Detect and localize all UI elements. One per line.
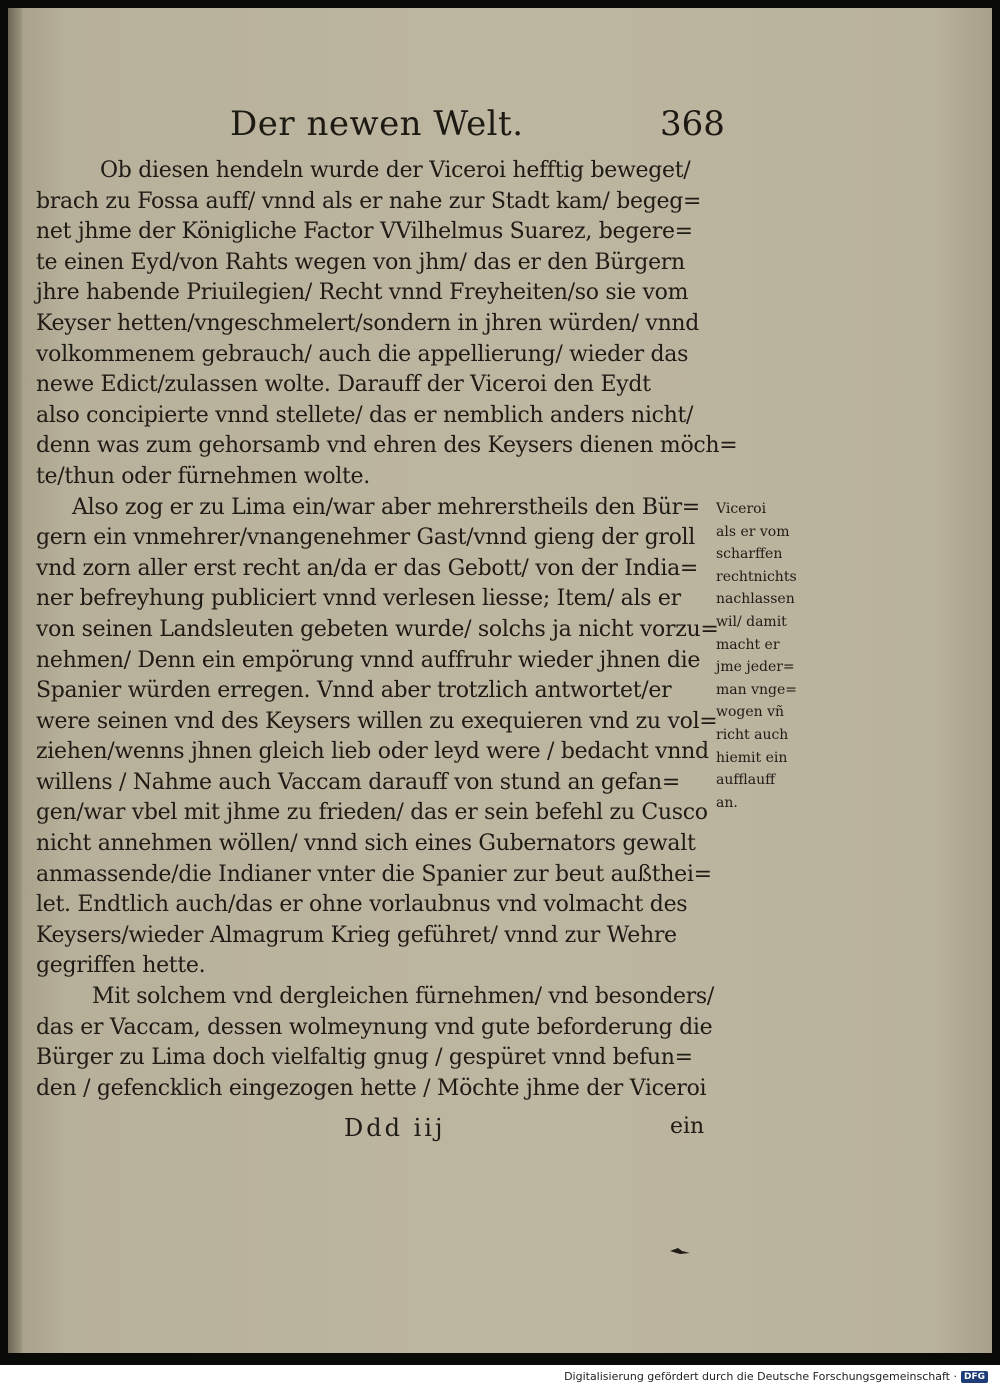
footer-text: Digitalisierung gefördert durch die Deutsche Forschungsgemeinschaft ·	[564, 1370, 957, 1383]
text-line: gern ein vnmehrer/vnangenehmer Gast/vnnd gieng der groll	[36, 525, 696, 551]
marginal-line: nachlassen	[716, 591, 795, 608]
text-line: were seinen vnd des Keysers willen zu exequieren vnd zu vol=	[36, 708, 718, 734]
text-line: gegriffen hette.	[36, 953, 206, 979]
text-line: volkommenem gebrauch/ auch die appellierung/ wieder das	[36, 341, 689, 367]
text-line: das er Vaccam, dessen wolmeynung vnd gute beforderung die	[36, 1014, 713, 1040]
marginal-line: rechtnichts	[716, 568, 797, 585]
marginal-line: Viceroi	[716, 501, 767, 517]
signature-mark: Ddd iij	[344, 1114, 446, 1142]
text-line: vnd zorn aller erst recht an/da er das Gebott/ von der India=	[36, 555, 699, 581]
text-line: denn was zum gehorsamb vnd ehren des Keysers dienen möch=	[36, 433, 738, 459]
text-line: den / gefencklich eingezogen hette / Möchte jhme der Viceroi	[36, 1075, 707, 1101]
marginal-line: jme jeder=	[716, 659, 795, 676]
catchword: ein	[670, 1114, 705, 1139]
text-line: newe Edict/zulassen wolte. Darauff der Viceroi den Eydt	[36, 372, 651, 398]
marginal-line: macht er	[716, 636, 780, 653]
marginal-line: an.	[716, 794, 738, 811]
page-number: 368	[660, 104, 725, 144]
text-line: von seinen Landsleuten gebeten wurde/ solchs ja nicht vorzu=	[36, 616, 719, 642]
text-line: Keysers/wieder Almagrum Krieg geführet/ vnnd zur Wehre	[36, 922, 677, 948]
text-line: nicht annehmen wöllen/ vnnd sich eines Gubernators gewalt	[36, 831, 696, 857]
body-text	[36, 156, 738, 1104]
text-line: Also zog er zu Lima ein/war aber mehrerstheils den Bür=	[72, 494, 700, 520]
text-line: let. Endtlich auch/das er ohne vorlaubnus vnd volmacht des	[36, 892, 688, 918]
text-line: brach zu Fossa auff/ vnnd als er nahe zur Stadt kam/ begeg=	[36, 188, 702, 214]
text-line: Spanier würden erregen. Vnnd aber trotzlich antwortet/er	[36, 678, 672, 704]
footer-credit	[564, 1370, 988, 1383]
marginal-note	[716, 498, 797, 814]
text-line: ziehen/wenns jhnen gleich lieb oder leyd were / bedacht vnnd	[36, 739, 709, 765]
text-line: te einen Eyd/von Rahts wegen von jhm/ das er den Bürgern	[36, 249, 685, 275]
running-head: Der newen Welt.	[230, 104, 524, 144]
text-line: anmassende/die Indianer vnter die Spanier zur beut außthei=	[36, 861, 712, 887]
ink-mark-icon	[668, 1244, 692, 1258]
text-line: Bürger zu Lima doch vielfaltig gnug / gespüret vnnd befun=	[36, 1045, 693, 1071]
text-line: Mit solchem vnd dergleichen fürnehmen/ vnd besonders/	[92, 984, 715, 1010]
dfg-logo: DFG	[961, 1371, 988, 1383]
marginal-line: scharffen	[716, 546, 783, 563]
text-line: gen/war vbel mit jhme zu frieden/ das er sein befehl zu Cusco	[36, 800, 708, 826]
text-line: Keyser hetten/vngeschmelert/sondern in jhren würden/ vnnd	[36, 310, 700, 336]
marginal-line: wogen vñ	[716, 704, 785, 721]
text-line: Ob diesen hendeln wurde der Viceroi hefftig beweget/	[100, 158, 691, 183]
marginal-line: als er vom	[716, 523, 790, 540]
text-line: ner befreyhung publiciert vnnd verlesen liesse; Item/ als er	[36, 586, 681, 612]
marginal-line: wil/ damit	[716, 613, 787, 630]
marginal-line: richt auch	[716, 726, 789, 743]
text-line: also concipierte vnnd stellete/ das er nemblich anders nicht/	[36, 402, 694, 428]
marginal-line: man vnge=	[716, 681, 797, 698]
text-line: willens / Nahme auch Vaccam darauff von stund an gefan=	[36, 769, 680, 795]
text-line: jhre habende Priuilegien/ Recht vnnd Freyheiten/so sie vom	[36, 280, 689, 306]
text-line: nehmen/ Denn ein empörung vnnd auffruhr wieder jhnen die	[36, 647, 701, 673]
text-line: net jhme der Königliche Factor VVilhelmus Suarez, begere=	[36, 219, 693, 245]
text-line: te/thun oder fürnehmen wolte.	[36, 463, 370, 489]
marginal-line: hiemit ein	[716, 749, 788, 766]
marginal-line: aufflauff	[716, 772, 776, 789]
book-page	[8, 8, 992, 1353]
